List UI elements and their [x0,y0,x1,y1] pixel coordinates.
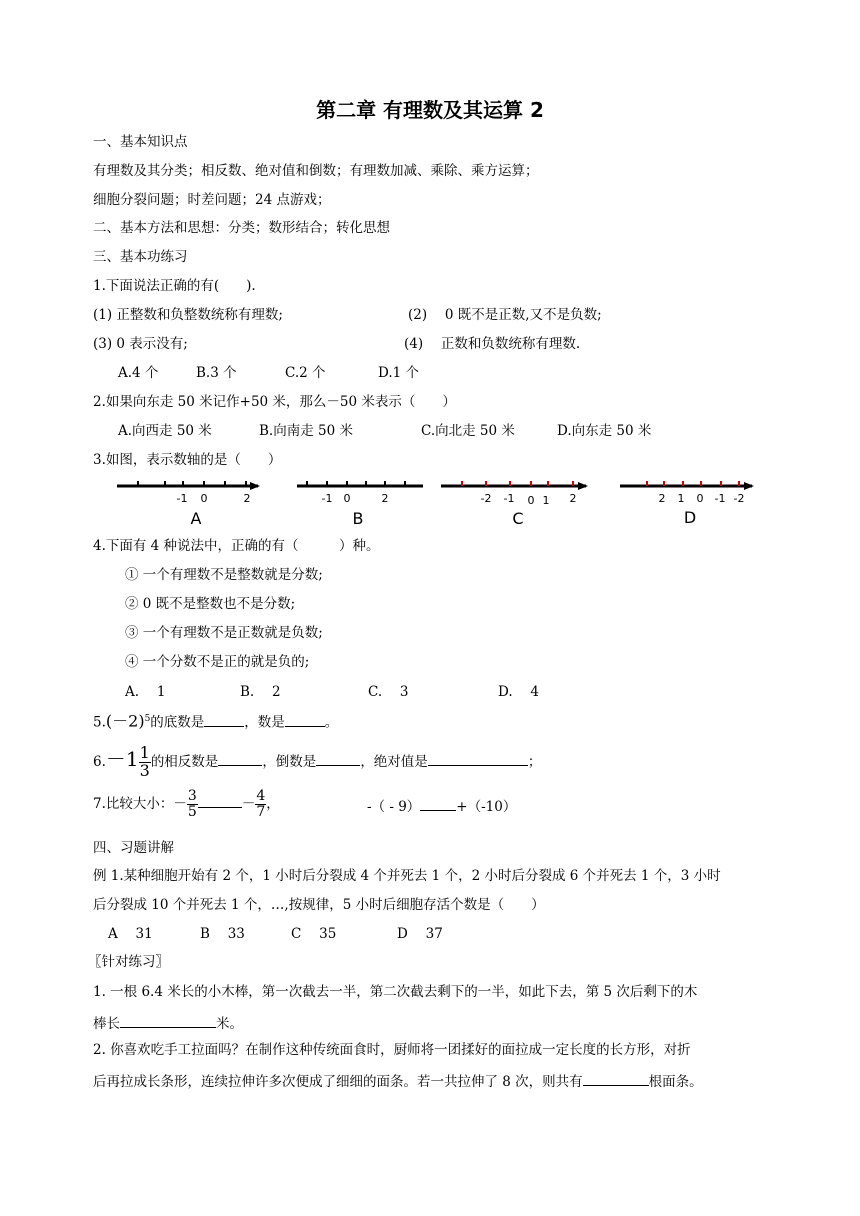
number-line-d [620,481,752,527]
page-title: 第二章 有理数及其运算 2 [316,98,544,122]
q6-prefix: 6. [93,754,106,770]
q7-compare-2 [367,798,516,815]
q7-neg-1: － [173,796,187,812]
practice2-line2 [93,1073,703,1090]
q6-fraction [139,745,151,780]
q1-statement-3: (3) 0 表示没有; [93,336,188,352]
q2-option-d: D.向东走 50 米 [557,423,652,439]
axis-c-tick-label: 1 [542,494,550,507]
section1-heading: 一、基本知识点 [93,134,188,150]
number-line-c [441,481,586,528]
axis-d-tick-label: 2 [658,492,666,505]
axis-a-tick-label: 2 [243,492,251,505]
q7-numerator-2: 4 [256,788,266,805]
practice1-blank[interactable] [120,1015,216,1028]
q7-fraction-1 [187,789,198,819]
q7-fraction-2 [255,789,266,819]
axis-c-tick-label: 0 [527,494,535,507]
q4-statement-1: ① 一个有理数不是整数就是分数; [125,567,323,583]
q4-option-b: B. 2 [240,684,281,700]
q7-numerator-1: 3 [187,788,197,805]
axis-a-tick-label: 0 [200,492,208,505]
q7-neg-2: － [241,796,256,812]
axis-b-tick-label: 0 [343,492,351,505]
axis-d-tick-label: -1 [714,492,726,505]
q1-statement-4: (4) 正数和负数统称有理数. [404,336,581,352]
axis-d-tick-label: -2 [733,492,745,505]
practice1-text-b: 米。 [216,1016,243,1032]
section2-heading: 二、基本方法和思想：分类；数形结合；转化思想 [93,220,390,236]
axis-c-tick-label: -2 [480,492,492,505]
q6-text-3: ，绝对值是 [360,754,428,770]
example1-line1: 例 1.某种细胞开始有 2 个，1 小时后分裂成 4 个并死去 1 个，2 小时后分裂成 6 个并死去 1 个，3 小时 [93,868,721,884]
number-line-a [117,481,258,528]
q5-base: (－2) [105,711,145,731]
q2-option-c: C.向北走 50 米 [421,423,515,439]
q1-option-b: B.3 个 [196,365,237,381]
section4-heading: 四、习题讲解 [93,840,174,856]
axis-d-letter: D [683,508,697,527]
q6-blank-opposite[interactable] [218,753,262,766]
example1-option-b: B 33 [200,926,245,942]
axis-d-tick-label: 0 [696,492,704,505]
q6-text-4: ； [527,754,542,770]
section1-line2: 细胞分裂问题；时差问题；24 点游戏； [93,192,331,208]
example1-option-c: C 35 [291,926,337,942]
q4-option-a: A. 1 [125,684,166,700]
q1-option-d: D.1 个 [378,365,420,381]
q1-option-a: A.4 个 [118,365,159,381]
q6-blank-absolute[interactable] [428,753,528,766]
axis-a-tick-label: -1 [176,492,188,505]
axis-b-tick-label: -1 [321,492,333,505]
q4-statement-2: ② 0 既不是整数也不是分数; [125,596,296,612]
q1-statement-2: (2) 0 既不是正数,又不是负数; [408,307,602,323]
q5-line [93,708,338,730]
q6-text-1: 的相反数是 [150,754,219,770]
q5-blank-exponent[interactable] [285,714,325,727]
q4-statement-3: ③ 一个有理数不是正数就是负数; [125,625,323,641]
practice-heading: 〖针对练习〗 [88,954,169,970]
q6-blank-reciprocal[interactable] [316,753,360,766]
q4-option-c: C. 3 [368,684,409,700]
q5-prefix: 5. [93,714,106,731]
q6-text-2: ，倒数是 [262,754,317,770]
q6-denominator: 3 [139,761,150,780]
q5-text-1: 的底数是 [150,714,205,731]
q7-blank-2[interactable] [420,798,456,811]
section1-line1: 有理数及其分类；相反数、绝对值和倒数；有理数加减、乘除、乘方运算； [93,163,539,179]
q7-denominator-2: 7 [256,804,266,820]
q1-statement-1: (1) 正整数和负整数统称有理数; [93,307,283,323]
q6-numerator: 1 [139,743,150,763]
q4-stem: 4.下面有 4 种说法中，正确的有（ ）种。 [93,538,380,554]
practice2-line1: 2. 你喜欢吃手工拉面吗？在制作这种传统面食时，厨师将一团揉好的面拉成一定长度的长方形，对折 [93,1042,691,1058]
axis-c-tick-label: 2 [569,492,577,505]
q6-whole: －1 [105,747,139,771]
q7-line [93,784,280,824]
example1-line2: 后分裂成 10 个并死去 1 个，…,按规律，5 小时后细胞存活个数是（ ） [93,897,545,913]
axis-d-tick-label: 1 [677,492,685,505]
q2-option-a: A.向西走 50 米 [118,423,212,439]
q7-expr-2: +（-10） [456,799,517,815]
practice2-text-a: 后再拉成长条形，连续拉伸许多次便成了细细的面条。若一共拉伸了 8 次，则共有 [93,1074,583,1090]
practice2-text-b: 根面条。 [648,1074,703,1090]
q7-expr-1: -（ - 9） [367,799,421,815]
q6-line [93,739,541,779]
q2-stem: 2.如果向东走 50 米记作+50 米，那么－50 米表示（ ） [93,394,456,410]
practice2-blank[interactable] [583,1073,649,1086]
q7-prefix: 7.比较大小： [93,796,174,812]
practice1-text-a: 棒长 [93,1016,120,1032]
practice1-line1: 1. 一根 6.4 米长的小木棒，第一次截去一半，第二次截去剩下的一半，如此下去，第 5 次后剩下的木 [93,984,698,1000]
q5-text-2: ，数是 [244,714,285,731]
axis-b-tick-label: 2 [381,492,389,505]
q2-option-b: B.向南走 50 米 [259,423,353,439]
axis-b-letter: B [352,509,364,528]
q5-text-3: 。 [324,714,339,731]
q3-stem: 3.如图，表示数轴的是（ ） [93,452,282,468]
example1-option-a: A 31 [108,926,153,942]
axis-c-tick-label: -1 [503,492,515,505]
q1-option-c: C.2 个 [285,365,326,381]
section3-heading: 三、基本功练习 [93,249,188,265]
axis-c-letter: C [512,509,524,528]
q1-stem: 1.下面说法正确的有( ). [93,278,256,294]
q7-comma: ， [266,796,280,812]
q7-denominator-1: 5 [187,804,197,820]
q4-option-d: D. 4 [498,684,540,700]
q4-statement-4: ④ 一个分数不是正的就是负的; [125,654,310,670]
q5-exponent: 5 [144,714,151,724]
practice1-line2 [93,1015,243,1032]
number-line-b [297,481,423,528]
q7-blank-1[interactable] [198,795,242,808]
example1-option-d: D 37 [397,926,443,942]
axis-a-letter: A [190,509,202,528]
number-line-figures [0,470,860,532]
q5-blank-base[interactable] [204,714,244,727]
